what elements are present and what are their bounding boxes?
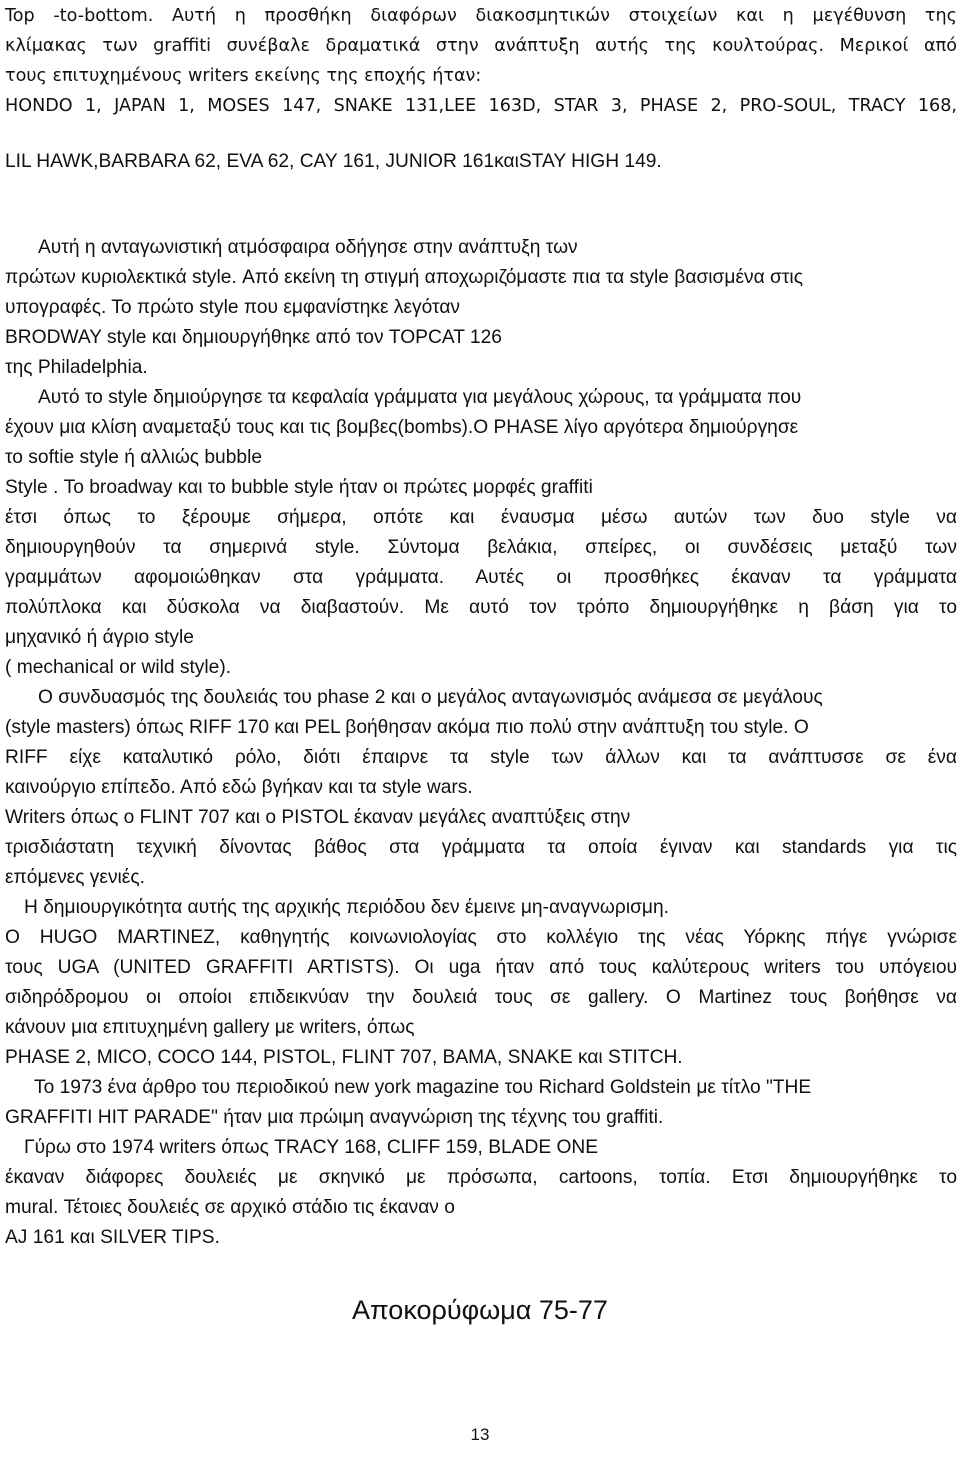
text-line: AJ 161 και SILVER TIPS. [5,1227,220,1248]
text-line: πολύπλοκα και δύσκολα να διαβαστούν. Με αυτό τον τρόπο δημιουργήθηκε η βάση για το [5,597,957,618]
text-line: Η δημιουργικότητα αυτής της αρχικής περιόδου δεν έμεινε μη-αναγνωρισμη. [24,897,669,918]
text-line: Style . Το broadway και το bubble style ήταν οι πρώτες μορφές graffiti [5,477,593,498]
text-line: ( mechanical or wild style). [5,657,232,678]
text-line: υπογραφές. Το πρώτο style που εμφανίστηκε λεγόταν [5,297,461,318]
text-line: mural. Τέτοιες δουλειές σε αρχικό στάδιο τις έκαναν ο [5,1197,455,1218]
section-heading: Αποκορύφωμα 75-77 [352,1295,608,1325]
text-line: το softie style ή αλλιώς bubble [5,447,263,468]
text-line: GRAFFITI HIT PARADE" ήταν μια πρώιμη αναγνώριση της τέχνης του graffiti. [5,1107,664,1128]
text-line: δημιουργηθούν τα σημερινά style. Σύντομα βελάκια, σπείρες, οι συνδέσεις μεταξύ των [5,537,957,558]
text-line: Αυτή η ανταγωνιστική ατμόσφαιρα οδήγησε στην ανάπτυξη των [38,237,578,258]
text-line: έτσι όπως το ξέρουμε σήμερα, οπότε και έναυσμα μέσω αυτών των δυο style να [5,507,957,528]
text-line: LIL HAWK,BARBARA 62, EVA 62, CAY 161, JUNIOR 161καιSTAY HIGH 149. [5,151,662,172]
text-line: (style masters) όπως RIFF 170 και PEL βοήθησαν ακόμα πιο πολύ στην ανάπτυξη του style. Ο [5,717,809,738]
text-line: μηχανικό ή άγριο style [5,627,194,648]
text-line: κάνουν μια επιτυχημένη gallery με writers, όπως [5,1017,415,1038]
text-line: καινούργιο επίπεδο. Από εδώ βγήκαν και τα style wars. [5,777,473,798]
text-line: έχουν μια κλίση αναμεταξύ τους και τις βομβες(bombs).Ο PHASE λίγο αργότερα δημιούργησε [5,417,799,438]
text-line: τους επιτυχημένους writers εκείνης της εποχής ήταν: [5,66,482,86]
text-line: της Philadelphia. [5,357,148,378]
text-line: Αυτό το style δημιούργησε τα κεφαλαία γράμματα για μεγάλους χώρους, τα γράμματα που [38,387,802,408]
text-line: Ο συνδυασμός της δουλειάς του phase 2 και ο μεγάλος ανταγωνισμός ανάμεσα σε μεγάλους [38,687,823,708]
text-line: γραμμάτων αφομοιώθηκαν στα γράμματα. Αυτές οι προσθήκες έκαναν τα γράμματα [5,567,957,588]
text-line: Writers όπως ο FLINT 707 και ο PISTOL έκαναν μεγάλες αναπτύξεις στην [5,807,631,828]
text-line: Top -to-bottom. Αυτή η προσθήκη διαφόρων διακοσμητικών στοιχείων και η μεγέθυνση της [5,6,957,26]
text-line: σιδηρόδρομου οι οποίοι επιδεικνύαν την δουλειά τους σε gallery. Ο Martinez τους βοήθησε να [5,987,957,1008]
text-line: Το 1973 ένα άρθρο του περιοδικού new york magazine του Richard Goldstein με τίτλο "THE [34,1077,812,1098]
page-number: 13 [470,1425,490,1444]
text-line: έκαναν διάφορες δουλειές με σκηνικό με πρόσωπα, cartoons, τοπία. Ετσι δημιουργήθηκε το [5,1167,957,1188]
text-line: HONDO 1, JAPAN 1, MOSES 147, SNAKE 131,LEE 163D, STAR 3, PHASE 2, PRO-SOUL, TRACY 168, [5,96,957,116]
text-line: Γύρω στο 1974 writers όπως TRACY 168, CLIFF 159, BLADE ONE [24,1137,599,1158]
text-line: RIFF είχε καταλυτικό ρόλο, διότι έπαιρνε τα style των άλλων και τα ανάπτυσσε σε ένα [5,747,957,768]
text-line: κλίμακας των graffiti συνέβαλε δραματικά στην ανάπτυξη αυτής της κουλτούρας. Μερικοί από [5,36,957,56]
text-line: BRODWAY style και δημιουργήθηκε από τον TOPCAT 126 [5,327,502,348]
text-line: Ο HUGO MARTINEZ, καθηγητής κοινωνιολογίας στο κολλέγιο της νέας Υόρκης πήγε γνώρισε [5,927,957,948]
text-line: τρισδιάστατη τεχνική δίνοντας βάθος στα γράμματα τα οποία έγιναν και standards για τις [5,837,957,858]
text-line: PHASE 2, MICO, COCO 144, PISTOL, FLINT 707, BAMA, SNAKE και STITCH. [5,1047,683,1068]
text-line: τους UGA (UNITED GRAFFITI ARTISTS). Οι uga ήταν από τους καλύτερους writers του υπόγειου [5,957,957,978]
text-line: επόμενες γενιές. [5,867,145,888]
text-line: πρώτων κυριολεκτικά style. Από εκείνη τη στιγμή αποχωριζόμαστε πια τα style βασισμένα στις [5,267,803,288]
